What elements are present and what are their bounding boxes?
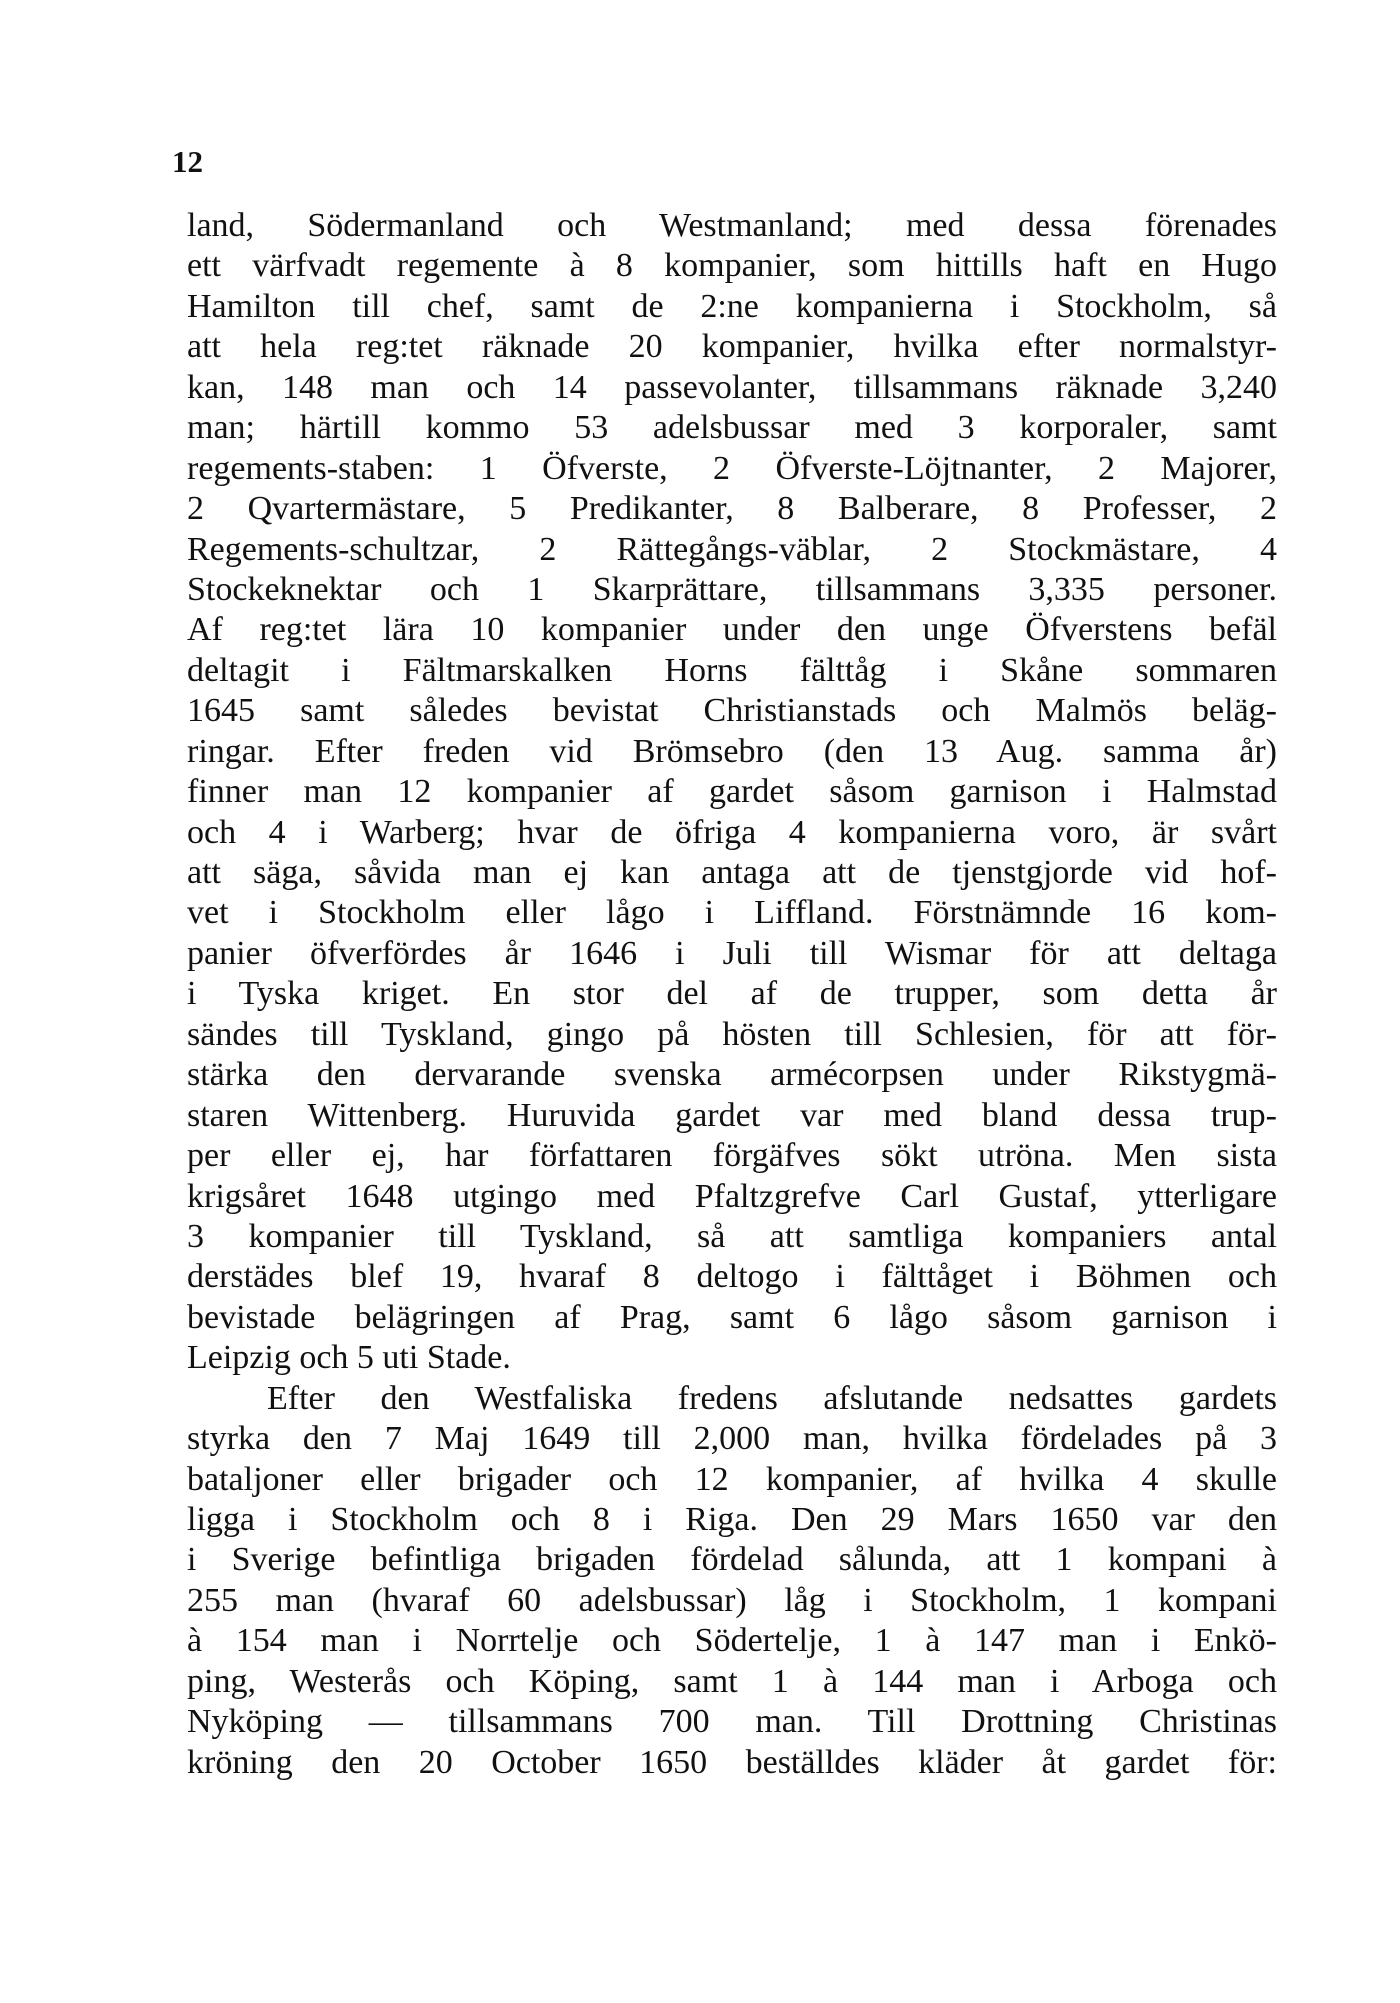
text-line: krigsåret 1648 utgingo med Pfaltzgrefve Carl Gustaf, ytterligare [187, 1177, 1277, 1215]
text-line: Regements-schultzar, 2 Rättegångs-väblar, 2 Stockmästare, 4 [187, 530, 1277, 568]
text-line: Stockeknektar och 1 Skarprättare, tillsammans 3,335 personer. [187, 570, 1277, 608]
text-line: kröning den 20 October 1650 beställdes kläder åt gardet för: [187, 1743, 1277, 1781]
text-line: man; härtill kommo 53 adelsbussar med 3 korporaler, samt [187, 409, 1277, 447]
body-text [187, 206, 1277, 1783]
text-line: att hela reg:tet räknade 20 kompanier, hvilka efter normalstyr- [187, 328, 1277, 366]
page-number: 12 [172, 144, 203, 179]
text-line: ringar. Efter freden vid Brömsebro (den 13 Aug. samma år) [187, 732, 1277, 770]
text-line: bevistade belägringen af Prag, samt 6 lågo såsom garnison i [187, 1298, 1277, 1336]
text-line: i Tyska kriget. En stor del af de trupper, som detta år [187, 975, 1277, 1013]
text-line: och 4 i Warberg; hvar de öfriga 4 kompanierna voro, är svårt [187, 813, 1277, 851]
text-line: land, Södermanland och Westmanland; med dessa förenades [187, 207, 1277, 244]
text-line: Hamilton till chef, samt de 2:ne kompanierna i Stockholm, så [187, 287, 1277, 325]
text-line: Nyköping — tillsammans 700 man. Till Drottning Christinas [187, 1703, 1277, 1741]
text-line: 255 man (hvaraf 60 adelsbussar) låg i Stockholm, 1 kompani [187, 1581, 1277, 1619]
text-line: deltagit i Fältmarskalken Horns fälttåg i Skåne sommaren [187, 651, 1277, 689]
text-line: 2 Qvartermästare, 5 Predikanter, 8 Balberare, 8 Professer, 2 [187, 490, 1277, 528]
text-line: sändes till Tyskland, gingo på hösten till Schlesien, för att för- [187, 1015, 1277, 1053]
text-line: i Sverige befintliga brigaden fördelad sålunda, att 1 kompani à [187, 1541, 1277, 1579]
text-line: ligga i Stockholm och 8 i Riga. Den 29 Mars 1650 var den [187, 1501, 1277, 1538]
text-line: finner man 12 kompanier af gardet såsom garnison i Halmstad [187, 773, 1277, 811]
text-line: bataljoner eller brigader och 12 kompanier, af hvilka 4 skulle [187, 1460, 1277, 1498]
text-line: staren Wittenberg. Huruvida gardet var med bland dessa trup- [187, 1096, 1277, 1134]
text-line: stärka den dervarande svenska armécorpsen under Rikstygmä- [187, 1056, 1277, 1094]
text-line: vet i Stockholm eller lågo i Liffland. Förstnämnde 16 kom- [187, 894, 1277, 932]
text-line: kan, 148 man och 14 passevolanter, tillsammans räknade 3,240 [187, 368, 1277, 406]
text-line: 1645 samt således bevistat Christianstads och Malmös beläg- [187, 692, 1277, 730]
text-line: panier öfverfördes år 1646 i Juli till Wismar för att deltaga [187, 934, 1277, 972]
text-line: ett värfvadt regemente à 8 kompanier, som hittills haft en Hugo [187, 247, 1277, 285]
text-line: Af reg:tet lära 10 kompanier under den unge Öfverstens befäl [187, 611, 1277, 649]
text-line: à 154 man i Norrtelje och Södertelje, 1 à 147 man i Enkö- [187, 1622, 1277, 1660]
text-line: per eller ej, har författaren förgäfves sökt utröna. Men sista [187, 1137, 1277, 1175]
text-line: styrka den 7 Maj 1649 till 2,000 man, hvilka fördelades på 3 [187, 1420, 1277, 1458]
text-line: Efter den Westfaliska fredens afslutande nedsattes gardets [267, 1379, 1277, 1417]
text-line: ping, Westerås och Köping, samt 1 à 144 man i Arboga och [187, 1662, 1277, 1700]
text-line: 3 kompanier till Tyskland, så att samtliga kompaniers antal [187, 1217, 1277, 1255]
text-line: regements-staben: 1 Öfverste, 2 Öfverste-Löjtnanter, 2 Majorer, [187, 449, 1277, 487]
text-line: derstädes blef 19, hvaraf 8 deltogo i fälttåget i Böhmen och [187, 1258, 1277, 1296]
text-line: att säga, såvida man ej kan antaga att de tjenstgjorde vid hof- [187, 854, 1277, 891]
text-line: Leipzig och 5 uti Stade. [187, 1339, 511, 1377]
